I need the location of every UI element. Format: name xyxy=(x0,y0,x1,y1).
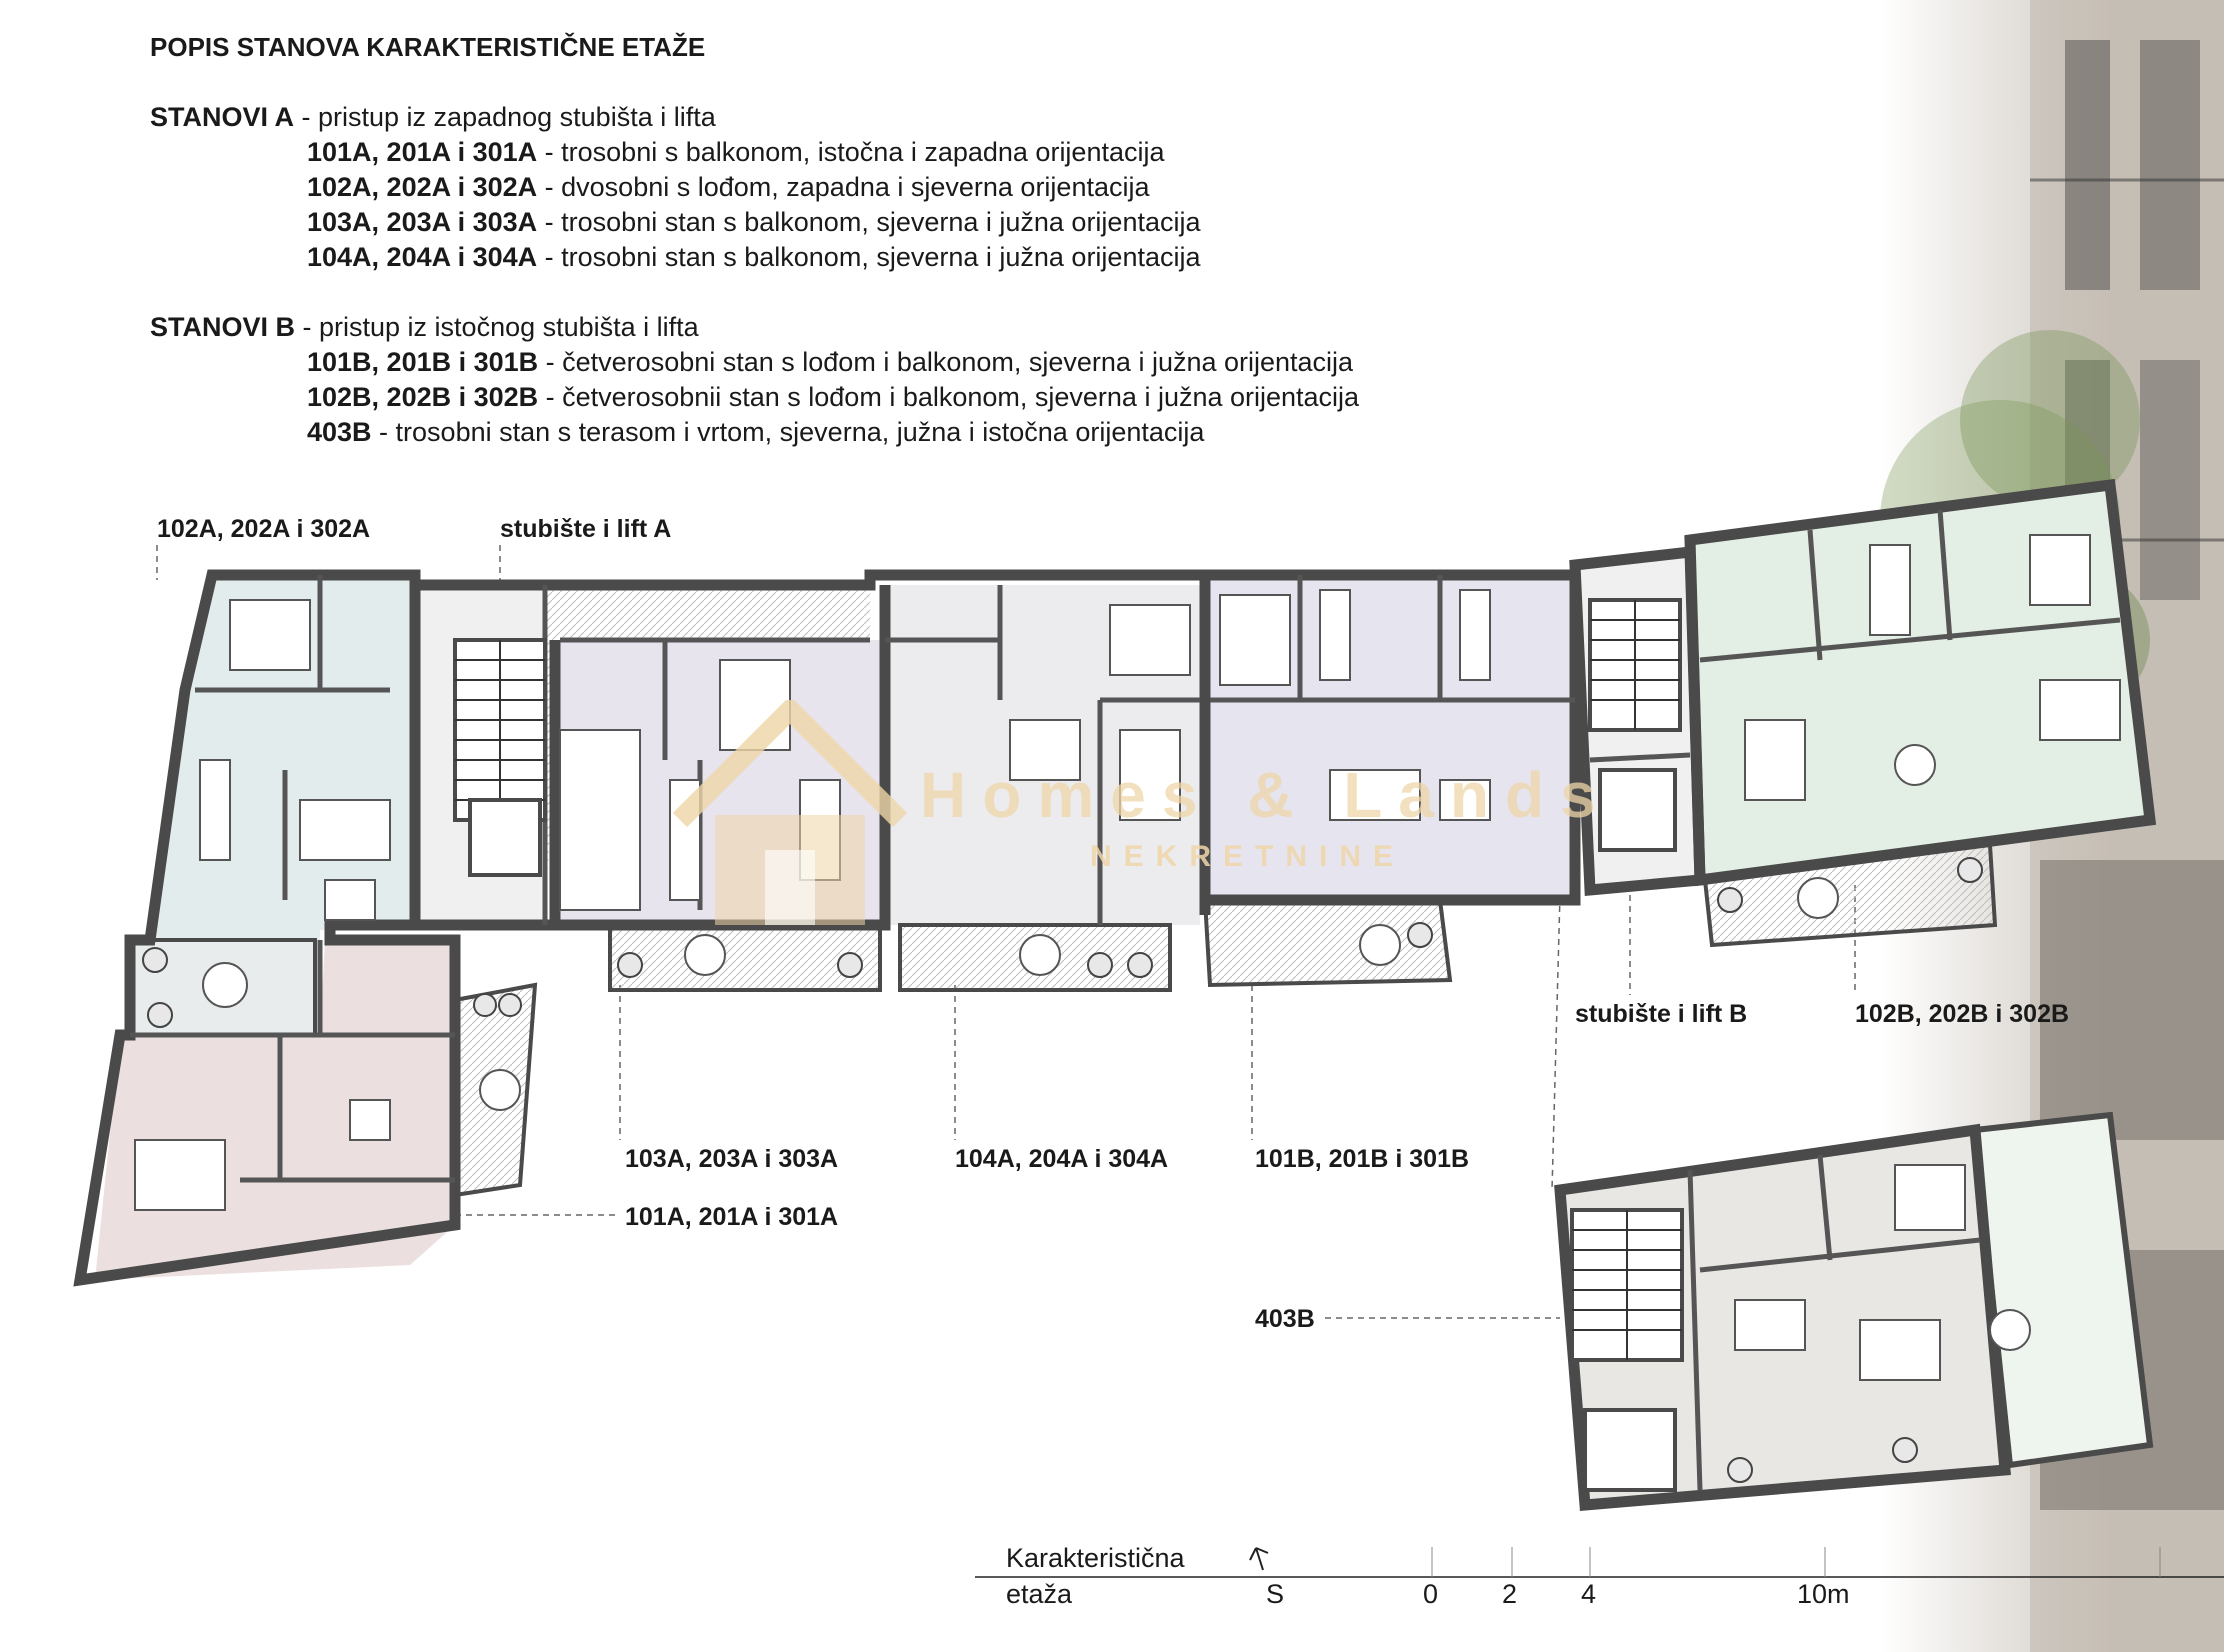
scale-tick-2: 2 xyxy=(1502,1579,1518,1609)
group-a-item: 104A, 204A i 304A - trosobni stan s balkonom, sjeverna i južna orijentacija xyxy=(307,242,1201,272)
label-unit-104A: 104A, 204A i 304A xyxy=(955,1145,1169,1173)
north-arrow-icon xyxy=(1250,1548,1268,1570)
group-b-header: STANOVI B - pristup iz istočnog stubišta i lifta xyxy=(150,312,699,342)
label-unit-101B: 101B, 201B i 301B xyxy=(1255,1145,1470,1173)
group-b-item: 102B, 202B i 302B - četverosobnii stan s lođom i balkonom, sjeverna i južna orijentacija xyxy=(307,382,1360,412)
watermark-brand-name: Homes & Lands xyxy=(920,759,1612,831)
label-unit-403B: 403B xyxy=(1255,1305,1315,1333)
label-unit-101A: 101A, 201A i 301A xyxy=(625,1203,839,1231)
label-unit-102A: 102A, 202A i 302A xyxy=(157,515,371,543)
scale-caption-line2: etaža xyxy=(1006,1579,1073,1609)
scale-caption-line1: Karakteristična xyxy=(1006,1543,1185,1573)
label-stair-B: stubište i lift B xyxy=(1575,1000,1748,1028)
watermark-subtitle: NEKRETNINE xyxy=(1090,840,1406,873)
legend-title: POPIS STANOVA KARAKTERISTIČNE ETAŽE xyxy=(150,32,706,62)
scale-tick-0: 0 xyxy=(1423,1579,1439,1609)
group-a-header: STANOVI A - pristup iz zapadnog stubišta i lifta xyxy=(150,102,716,132)
scale-tick-10m: 10m xyxy=(1797,1579,1850,1609)
label-stair-A: stubište i lift A xyxy=(500,515,672,543)
group-a-item: 102A, 202A i 302A - dvosobni s lođom, zapadna i sjeverna orijentacija xyxy=(307,172,1150,202)
group-a-item: 103A, 203A i 303A - trosobni stan s balkonom, sjeverna i južna orijentacija xyxy=(307,207,1201,237)
group-a-item: 101A, 201A i 301A - trosobni s balkonom, istočna i zapadna orijentacija xyxy=(307,137,1165,167)
group-b-item: 403B - trosobni stan s terasom i vrtom, sjeverna, južna i istočna orijentacija xyxy=(307,417,1205,447)
scale-tick-4: 4 xyxy=(1581,1579,1597,1609)
group-b-item: 101B, 201B i 301B - četverosobni stan s lođom i balkonom, sjeverna i južna orijentacija xyxy=(307,347,1354,377)
label-unit-102B: 102B, 202B i 302B xyxy=(1855,1000,2070,1028)
label-unit-103A: 103A, 203A i 303A xyxy=(625,1145,839,1173)
north-label: S xyxy=(1266,1579,1285,1609)
